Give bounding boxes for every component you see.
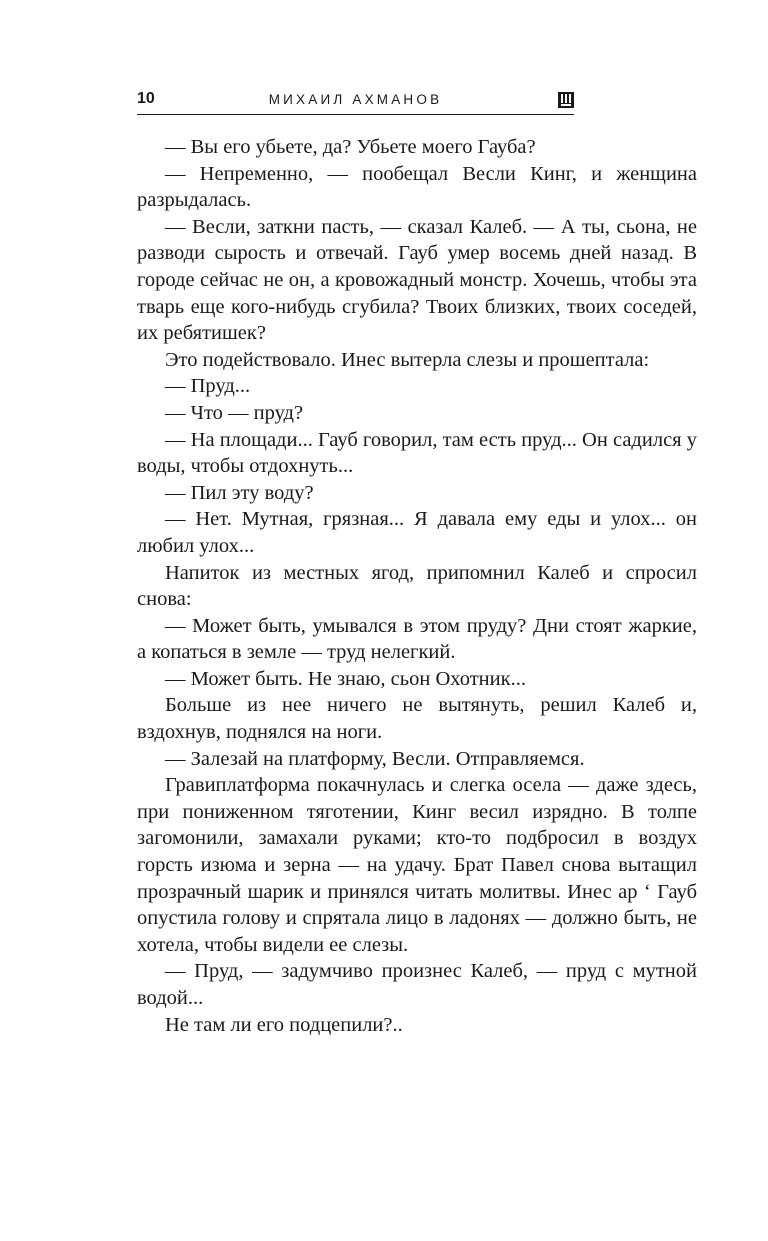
paragraph: Напиток из местных ягод, припомнил Калеб и спросил снова: (137, 561, 697, 611)
publisher-logo-icon (558, 92, 574, 108)
paragraph: — Весли, заткни пасть, — сказал Калеб. — А ты, сьона, не разводи сырость и отвечай. Гауб умер восемь дней назад. В городе сейчас не он, а кровожадный монстр. Хочешь, чтобы эта тварь еще кого-нибудь сгубила? Твоих близких, твоих соседей, их ребятишек? (137, 215, 697, 345)
paragraph: Не там ли его подцепили?.. (165, 1013, 403, 1036)
paragraph: — Пруд, — задумчиво произнес Калеб, — пруд с мутной водой... (137, 960, 697, 1009)
paragraph: Это подействовало. Инес вытерла слезы и прошептала: (165, 348, 650, 371)
page-header (137, 90, 574, 115)
paragraph: — Пил эту воду? (165, 481, 314, 504)
paragraph: — Вы его убьете, да? Убьете моего Гауба? (165, 136, 536, 158)
running-head-author: МИХАИЛ АХМАНОВ (268, 92, 443, 107)
paragraph: — Нет. Мутная, грязная... Я давала ему еды и улох... он любил улох... (137, 508, 697, 557)
body-text (137, 134, 697, 1038)
paragraph: Больше из нее ничего не вытянуть, решил Калеб и, вздохнув, поднялся на ноги. (137, 694, 697, 744)
paragraph: — Залезай на платформу, Весли. Отправляемся. (165, 747, 585, 770)
paragraph: — Может быть. Не знаю, сьон Охотник... (165, 667, 526, 690)
paragraph: — Непременно, — пообещал Весли Кинг, и женщина разрыдалась. (137, 162, 697, 212)
page-number: 10 (137, 90, 155, 107)
paragraph: — Пруд... (165, 375, 251, 398)
paragraph: — На площади... Гауб говорил, там есть пруд... Он садился у воды, чтобы отдохнуть... (137, 428, 697, 478)
paragraph: — Что — пруд? (165, 401, 304, 424)
paragraph: Гравиплатформа покачнулась и слегка осела — даже здесь, при пониженном тяготении, Кинг весил изрядно. В толпе загомонили, замахали руками; кто-то подбросил в воздух горсть изюма и зерна — на удачу. Брат Павел снова вытащил прозрачный шарик и принялся читать молитвы. Инес ар ‘ Гауб опустила голову и спрятала лицо в ладонях — должно быть, не хотела, чтобы видели ее слезы. (137, 774, 697, 956)
paragraph: — Может быть, умывался в этом пруду? Дни стоят жаркие, а копаться в земле — труд нелегкий. (137, 614, 697, 664)
